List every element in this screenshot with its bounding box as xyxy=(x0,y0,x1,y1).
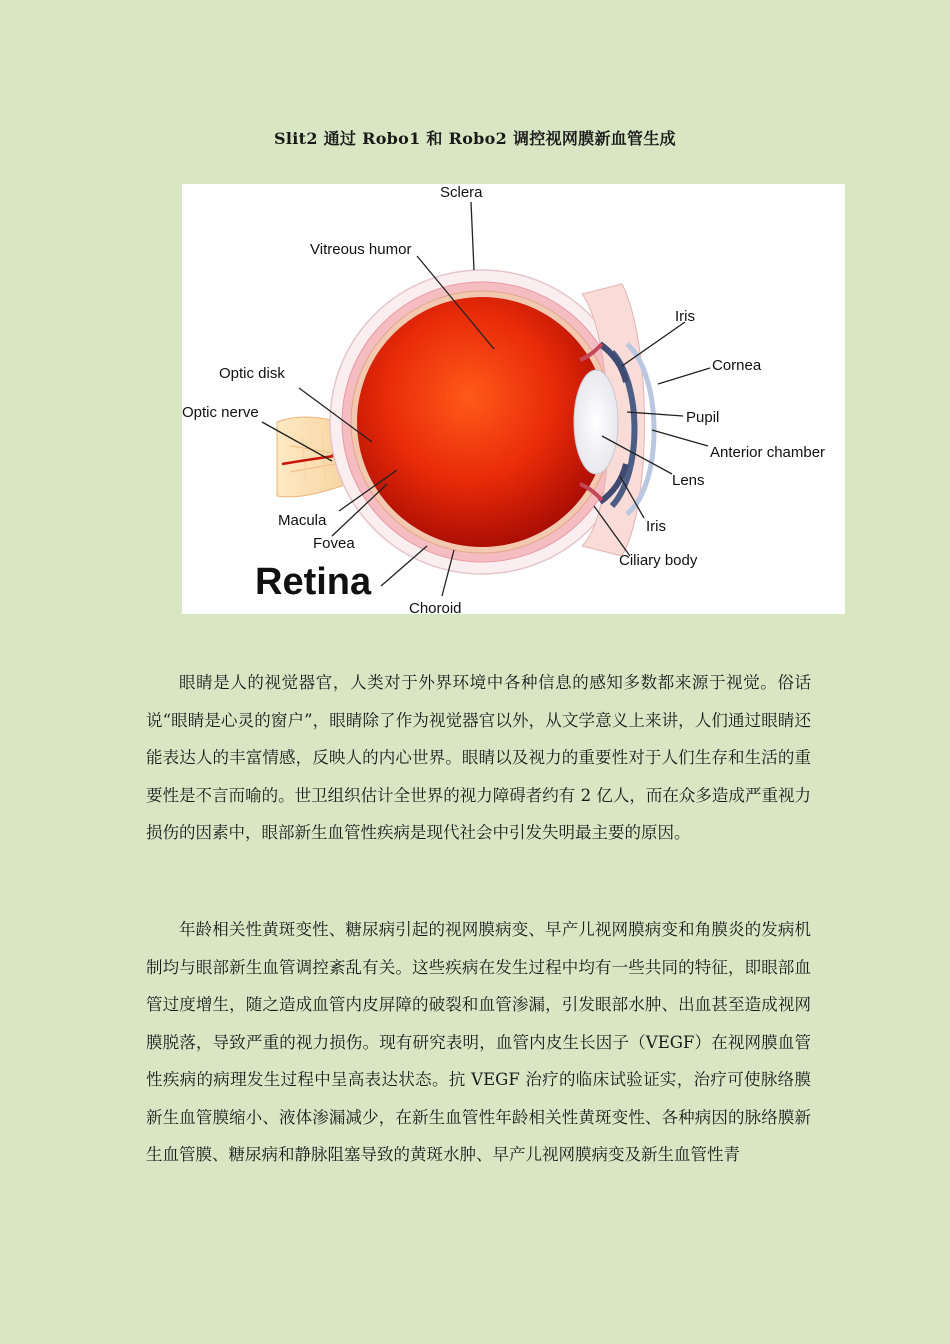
body-paragraph-1: 眼睛是人的视觉器官，人类对于外界环境中各种信息的感知多数都来源于视觉。俗话说“眼睛是心灵的窗户”，眼睛除了作为视觉器官以外，从文学意义上来讲，人们通过眼睛还能表达人的丰富情感，反映人的内心世界。眼睛以及视力的重要性对于人们生存和生活的重要性是不言而喻的。世卫组织估计全世界的视力障碍者约有 2 亿人，而在众多造成严重视力损伤的因素中，眼部新生血管性疾病是现代社会中引发失明最主要的原因。 xyxy=(146,673,811,842)
body-paragraph-2: 年龄相关性黄斑变性、糖尿病引起的视网膜病变、早产儿视网膜病变和角膜炎的发病机制均与眼部新生血管调控紊乱有关。这些疾病在发生过程中均有一些共同的特征，即眼部血管过度增生，随之造成血管内皮屏障的破裂和血管渗漏，引发眼部水肿、出血甚至造成视网膜脱落，导致严重的视力损伤。现有研究表明，血管内皮生长因子（VEGF）在视网膜血管性疾病的病理发生过程中呈高表达状态。抗 VEGF 治疗的临床试验证实，治疗可使脉络膜新生血管膜缩小、液体渗漏减少，在新生血管性年龄相关性黄斑变性、各种病因的脉络膜新生血管膜、糖尿病和静脉阻塞导致的黄斑水肿、早产儿视网膜病变及新生血管性青 xyxy=(146,920,811,1164)
label-retina: Retina xyxy=(255,561,372,603)
label-sclera: Sclera xyxy=(440,184,483,201)
label-iris-top: Iris xyxy=(675,308,695,325)
page-title: Slit2 通过 Robo1 和 Robo2 调控视网膜新血管生成 xyxy=(274,129,676,148)
label-vitreous-humor: Vitreous humor xyxy=(310,241,412,258)
label-cornea: Cornea xyxy=(712,357,762,374)
label-optic-nerve: Optic nerve xyxy=(182,404,259,421)
label-choroid: Choroid xyxy=(409,600,462,614)
label-optic-disk: Optic disk xyxy=(219,365,285,382)
label-macula: Macula xyxy=(278,512,327,529)
label-fovea: Fovea xyxy=(313,535,355,552)
label-anterior-chamber: Anterior chamber xyxy=(710,444,826,461)
label-iris-bottom: Iris xyxy=(646,518,666,535)
label-pupil: Pupil xyxy=(686,409,720,426)
label-ciliary-body: Ciliary body xyxy=(619,552,698,569)
eye-anatomy-diagram xyxy=(182,184,845,614)
label-lens: Lens xyxy=(672,472,705,489)
